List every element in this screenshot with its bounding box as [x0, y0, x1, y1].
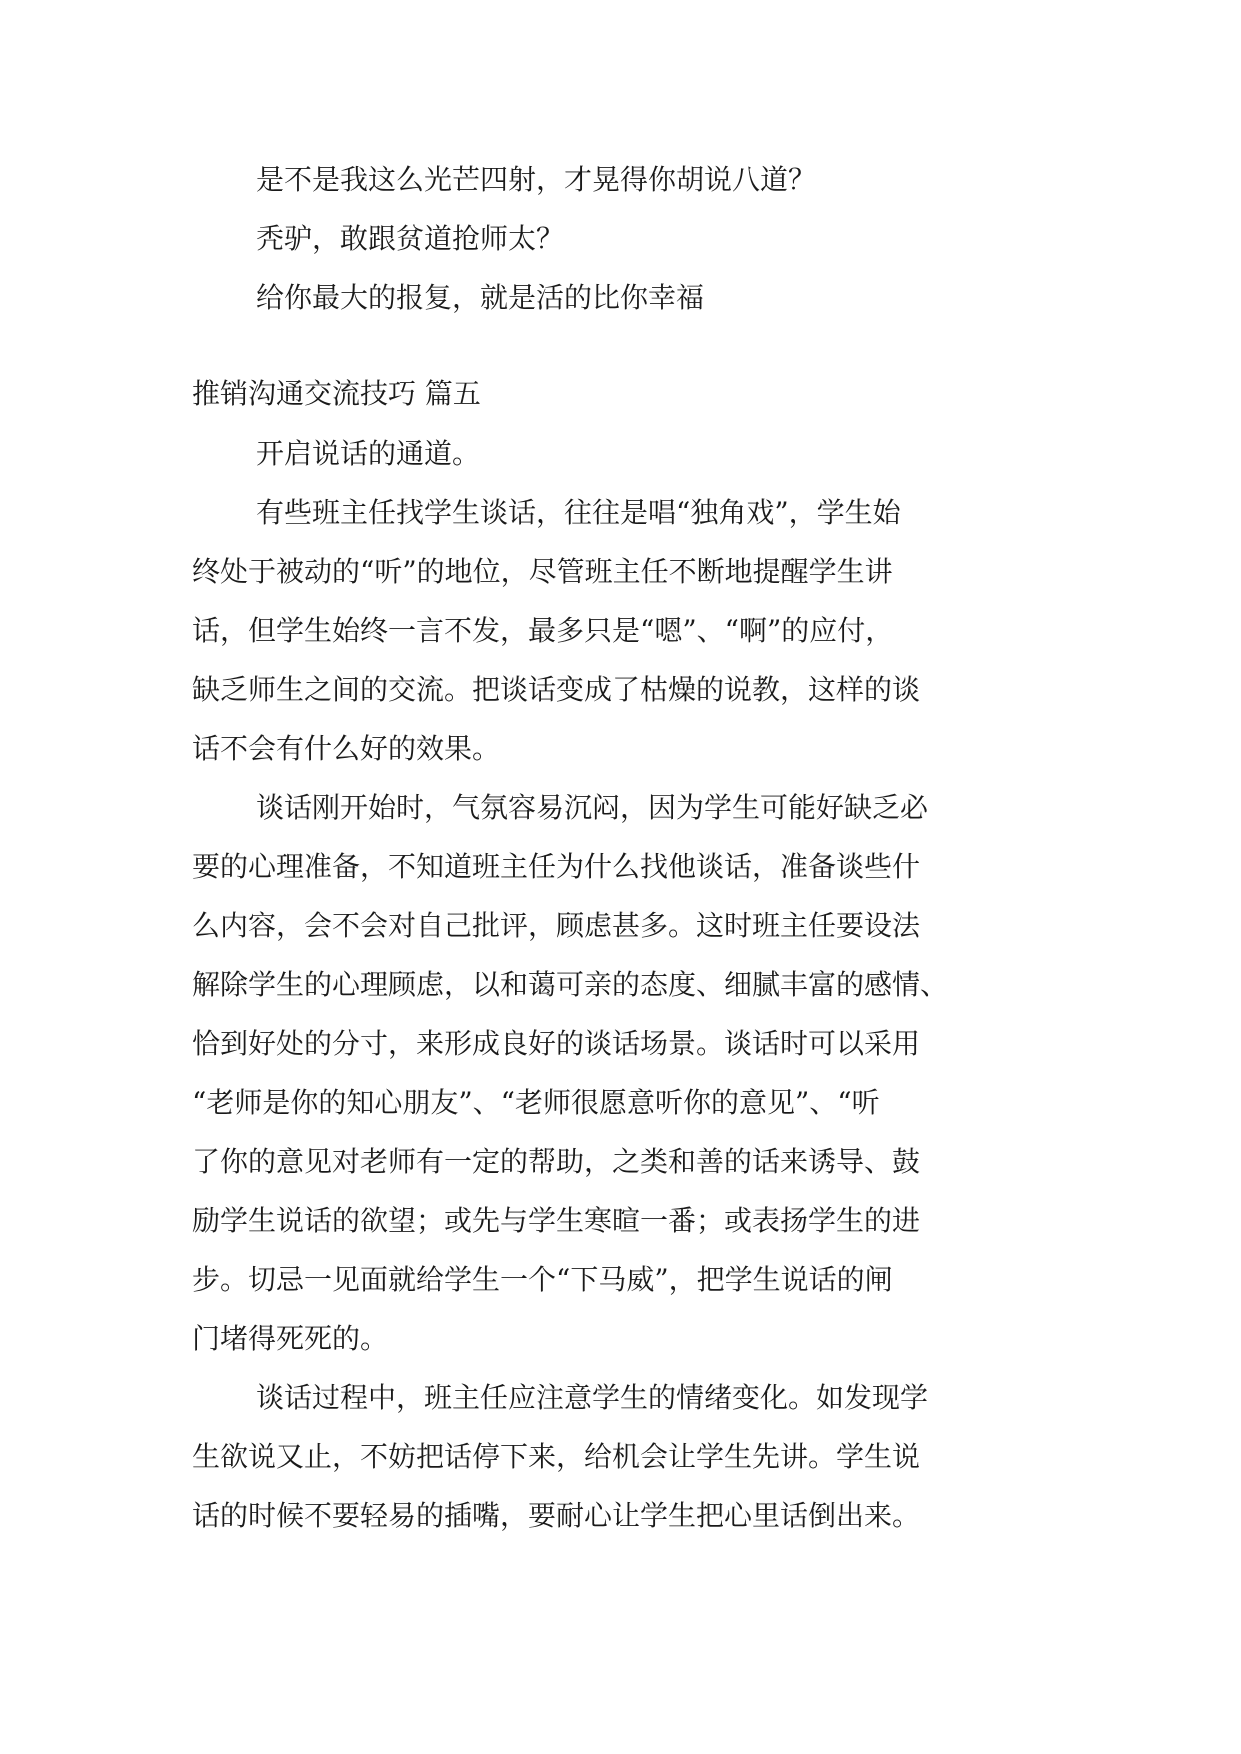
- paragraph-line: 要的心理准备，不知道班主任为什么找他谈话，准备谈些什: [192, 850, 921, 883]
- paragraph-line: 终处于被动的“听”的地位，尽管班主任不断地提醒学生讲: [192, 555, 893, 588]
- paragraph: [192, 788, 1072, 1359]
- paragraph-line: 有些班主任找学生谈话，往往是唱“独角戏”，学生始: [256, 496, 901, 529]
- paragraph-line: 话不会有什么好的效果。: [192, 732, 501, 765]
- paragraph: [192, 1378, 1072, 1536]
- paragraph-line: 解除学生的心理顾虑，以和蔼可亲的态度、细腻丰富的感情、: [192, 968, 949, 1001]
- paragraph-line: 话，但学生始终一言不发，最多只是“嗯”、“啊”的应付，: [192, 614, 894, 647]
- paragraph: [192, 493, 1072, 769]
- paragraph-line: 门堵得死死的。: [192, 1322, 389, 1355]
- document-page: [192, 160, 1072, 1555]
- paragraph-line: 话的时候不要轻易的插嘴，要耐心让学生把心里话倒出来。: [192, 1499, 921, 1532]
- paragraph: [192, 434, 1072, 474]
- paragraph-line: 励学生说话的欲望；或先与学生寒暄一番；或表扬学生的进: [192, 1204, 921, 1237]
- intro-line: 是不是我这么光芒四射，才晃得你胡说八道？: [256, 163, 817, 196]
- intro-line: 秃驴，敢跟贫道抢师太？: [256, 222, 565, 255]
- paragraph-line: 谈话刚开始时，气氛容易沉闷，因为学生可能好缺乏必: [256, 791, 929, 824]
- intro-block: [192, 160, 1072, 318]
- paragraph-line: 么内容，会不会对自己批评，顾虑甚多。这时班主任要设法: [192, 909, 921, 942]
- paragraph-line: 谈话过程中，班主任应注意学生的情绪变化。如发现学: [256, 1381, 929, 1414]
- paragraph-line: 了你的意见对老师有一定的帮助，之类和善的话来诱导、鼓: [192, 1145, 921, 1178]
- paragraph-line: 恰到好处的分寸，来形成良好的谈话场景。谈话时可以采用: [192, 1027, 921, 1060]
- paragraph-line: 缺乏师生之间的交流。把谈话变成了枯燥的说教，这样的谈: [192, 673, 921, 706]
- section-title: 推销沟通交流技巧 篇五: [192, 377, 481, 410]
- paragraph-line: “老师是你的知心朋友”、“老师很愿意听你的意见”、“听: [192, 1086, 880, 1119]
- paragraph-line: 开启说话的通道。: [256, 437, 481, 470]
- intro-line: 给你最大的报复，就是活的比你幸福: [256, 281, 705, 314]
- paragraph-line: 步。切忌一见面就给学生一个“下马威”，把学生说话的闸: [192, 1263, 893, 1296]
- paragraph-line: 生欲说又止，不妨把话停下来，给机会让学生先讲。学生说: [192, 1440, 921, 1473]
